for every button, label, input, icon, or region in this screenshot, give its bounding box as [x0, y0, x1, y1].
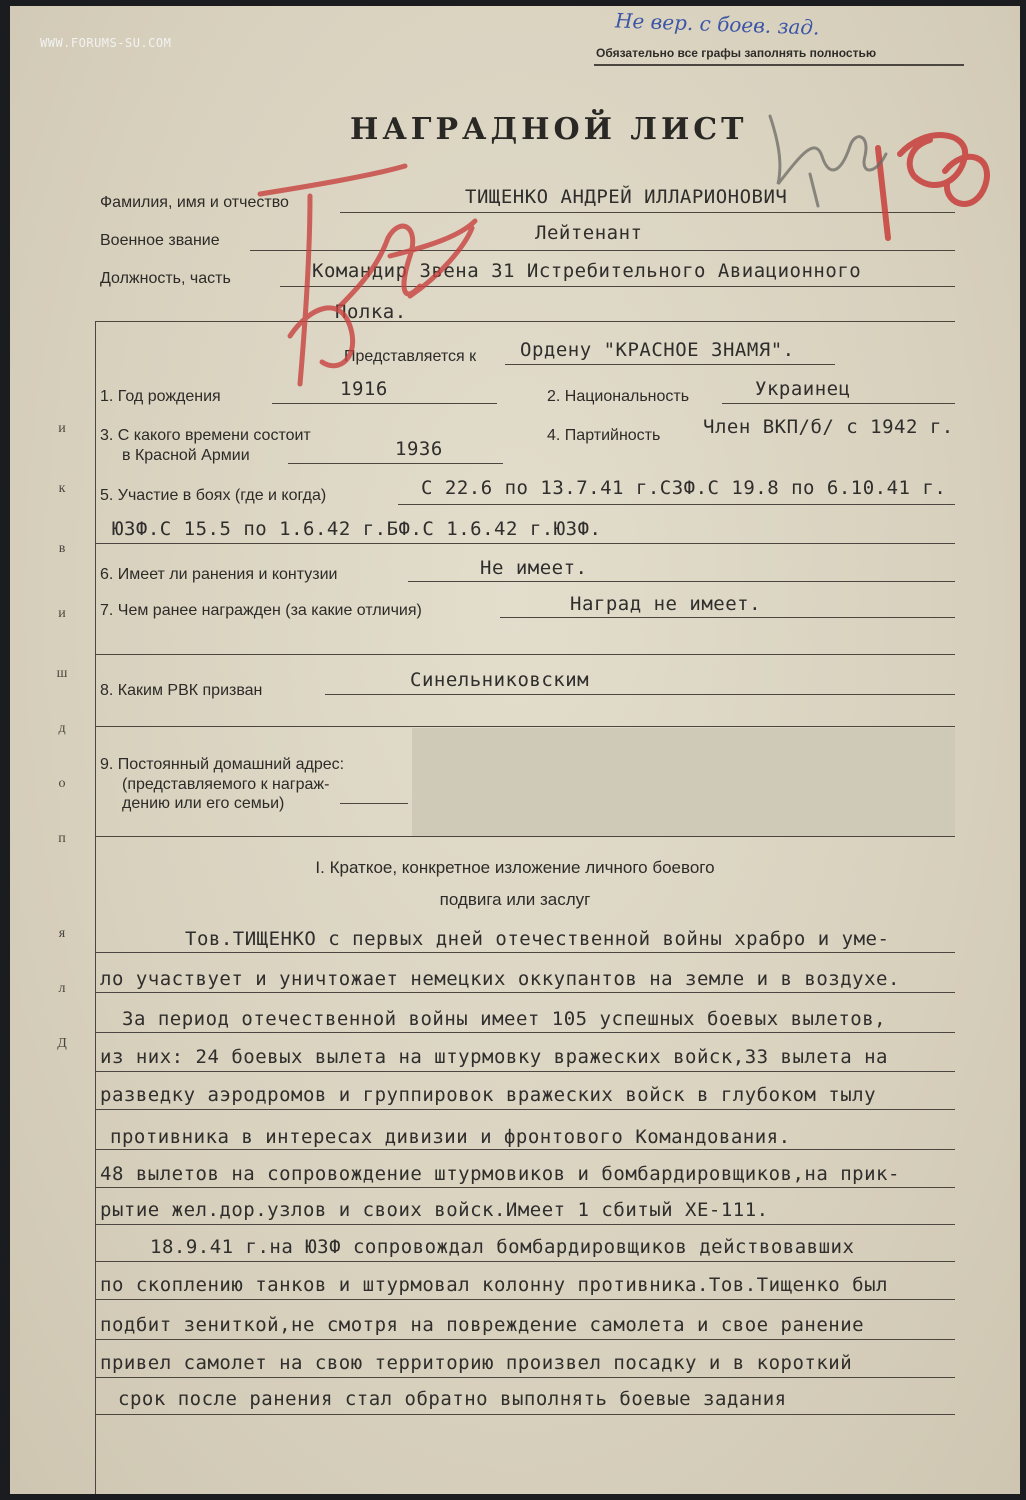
narrative-rule	[95, 1149, 955, 1150]
narrative-rule	[95, 1032, 955, 1033]
army-label-2: в Красной Армии	[122, 447, 250, 464]
party-value: Член ВКП/б/ с 1942 г.	[703, 416, 954, 438]
side-char: и	[58, 421, 66, 436]
side-char: и	[58, 606, 66, 621]
position-label: Должность, часть	[100, 270, 231, 287]
narrative-rule	[95, 1071, 955, 1072]
narrative-line: противника в интересах дивизии и фронтового Командования.	[110, 1126, 791, 1148]
wounds-line	[408, 581, 955, 582]
narrative-rule	[95, 1224, 955, 1225]
narrative-line: рытие жел.дор.узлов и своих войск.Имеет 1 сбитый ХЕ-111.	[100, 1199, 769, 1221]
rvk-value: Синельниковским	[410, 669, 590, 691]
rank-value: Лейтенант	[535, 222, 643, 244]
narrative-line: 48 вылетов на сопровождение штурмовиков и бомбардировщиков,на прик-	[100, 1163, 900, 1185]
narrative-line: привел самолет на свою территорию произвел посадку и в короткий	[100, 1352, 853, 1374]
army-label-1: 3. С какого времени состоит	[100, 427, 311, 444]
battles-label: 5. Участие в боях (где и когда)	[100, 487, 327, 504]
nationality-value: Украинец	[755, 378, 851, 400]
address-label-1: 9. Постоянный домашний адрес:	[100, 756, 345, 773]
party-label: 4. Партийность	[547, 427, 661, 444]
address-label-3: дению или его семьи)	[122, 795, 285, 812]
narrative-rule	[95, 1261, 955, 1262]
narrative-line: по скоплению танков и штурмовал колонну противника.Тов.Тищенко был	[100, 1274, 888, 1296]
nationality-line	[722, 403, 955, 404]
wounds-label: 6. Имеет ли ранения и контузии	[100, 566, 338, 583]
narrative-line: подбит зениткой,не смотря на повреждение самолета и свое ранение	[100, 1314, 865, 1336]
presented-line	[505, 364, 835, 365]
narrative-line: срок после ранения стал обратно выполнять боевые задания	[118, 1388, 787, 1410]
side-char: д	[58, 721, 66, 736]
side-char: л	[58, 981, 66, 996]
instruction-underline	[594, 64, 964, 66]
rank-label: Военное звание	[100, 232, 220, 249]
narrative-rule	[95, 952, 955, 953]
awards-value: Наград не имеет.	[570, 593, 762, 615]
position-value-2: Полка.	[335, 301, 407, 323]
section-heading-1: I. Краткое, конкретное изложение личного боевого	[315, 858, 715, 877]
birth-line	[272, 403, 497, 404]
presented-label: Представляется к	[344, 348, 477, 365]
awards-line-2	[95, 654, 955, 655]
handwritten-note: Не вер. с боев. зад.	[614, 8, 820, 40]
side-char: к	[58, 481, 66, 496]
name-line	[340, 212, 955, 213]
side-char: Д	[57, 1036, 67, 1051]
narrative-rule	[95, 992, 955, 993]
narrative-line: За период отечественной войны имеет 105 успешных боевых вылетов,	[122, 1008, 887, 1030]
narrative-line: Тов.ТИЩЕНКО с первых дней отечественной войны храбро и уме-	[185, 928, 890, 950]
battles-line-2	[95, 543, 955, 544]
army-line	[288, 463, 503, 464]
side-char: я	[58, 926, 66, 941]
narrative-rule	[95, 1414, 955, 1415]
narrative-rule	[95, 1339, 955, 1340]
battles-value-2: ЮЗФ.С 15.5 по 1.6.42 г.БФ.С 1.6.42 г.ЮЗФ.	[112, 518, 602, 540]
award-sheet	[10, 6, 1020, 1494]
narrative-rule	[95, 1377, 955, 1378]
side-char: п	[58, 831, 66, 846]
narrative-line: разведку аэродромов и группировок вражеских войск в глубоком тылу	[100, 1084, 877, 1106]
instruction-text: Обязательно все графы заполнять полностью	[596, 46, 877, 60]
form-left-border	[95, 321, 96, 1494]
name-label: Фамилия, имя и отчество	[100, 194, 289, 211]
battles-line-1	[398, 504, 955, 505]
side-char: в	[58, 541, 66, 556]
narrative-line: ло участвует и уничтожает немецких оккупантов на земле и в воздухе.	[100, 968, 900, 990]
narrative-rule	[95, 1299, 955, 1300]
birth-value: 1916	[340, 378, 388, 400]
address-line	[340, 803, 408, 804]
army-value: 1936	[395, 438, 443, 460]
narrative-line: 18.9.41 г.на ЮЗФ сопровождал бомбардировщиков действовавших	[150, 1236, 855, 1258]
battles-value-1: С 22.6 по 13.7.41 г.СЗФ.С 19.8 по 6.10.41 г.	[421, 477, 947, 499]
side-char: ш	[56, 666, 68, 681]
page-title: НАГРАДНОЙ ЛИСТ	[350, 112, 748, 147]
watermark: WWW.FORUMS-SU.COM	[40, 36, 172, 50]
rvk-label: 8. Каким РВК призван	[100, 682, 263, 699]
address-label-2: (представляемого к награж-	[122, 776, 330, 793]
wounds-value: Не имеет.	[480, 557, 588, 579]
name-value: ТИЩЕНКО АНДРЕЙ ИЛЛАРИОНОВИЧ	[465, 186, 788, 208]
rank-line	[250, 250, 955, 251]
position-line-1	[280, 286, 955, 287]
side-char: о	[58, 776, 66, 791]
narrative-rule	[95, 1109, 955, 1110]
nationality-label: 2. Национальность	[547, 388, 690, 405]
awards-line-1	[500, 617, 955, 618]
address-bottom-line	[95, 836, 955, 837]
birth-label: 1. Год рождения	[100, 388, 221, 405]
position-value-1: Командир Звена 31 Истребительного Авиационного	[312, 260, 862, 282]
rvk-line-1	[325, 694, 955, 695]
red-corner-mark	[878, 135, 987, 238]
position-line-2	[95, 321, 955, 322]
presented-value: Ордену "КРАСНОЕ ЗНАМЯ".	[520, 339, 795, 361]
awards-label: 7. Чем ранее награжден (за какие отличия)	[100, 602, 422, 619]
narrative-rule	[95, 1187, 955, 1188]
rvk-line-2	[95, 726, 955, 727]
section-heading-2: подвига или заслуг	[439, 890, 591, 909]
gray-pencil-initial	[770, 116, 886, 206]
address-redaction	[412, 728, 955, 836]
narrative-line: из них: 24 боевых вылета на штурмовку вражеских войск,33 вылета на	[100, 1046, 888, 1068]
